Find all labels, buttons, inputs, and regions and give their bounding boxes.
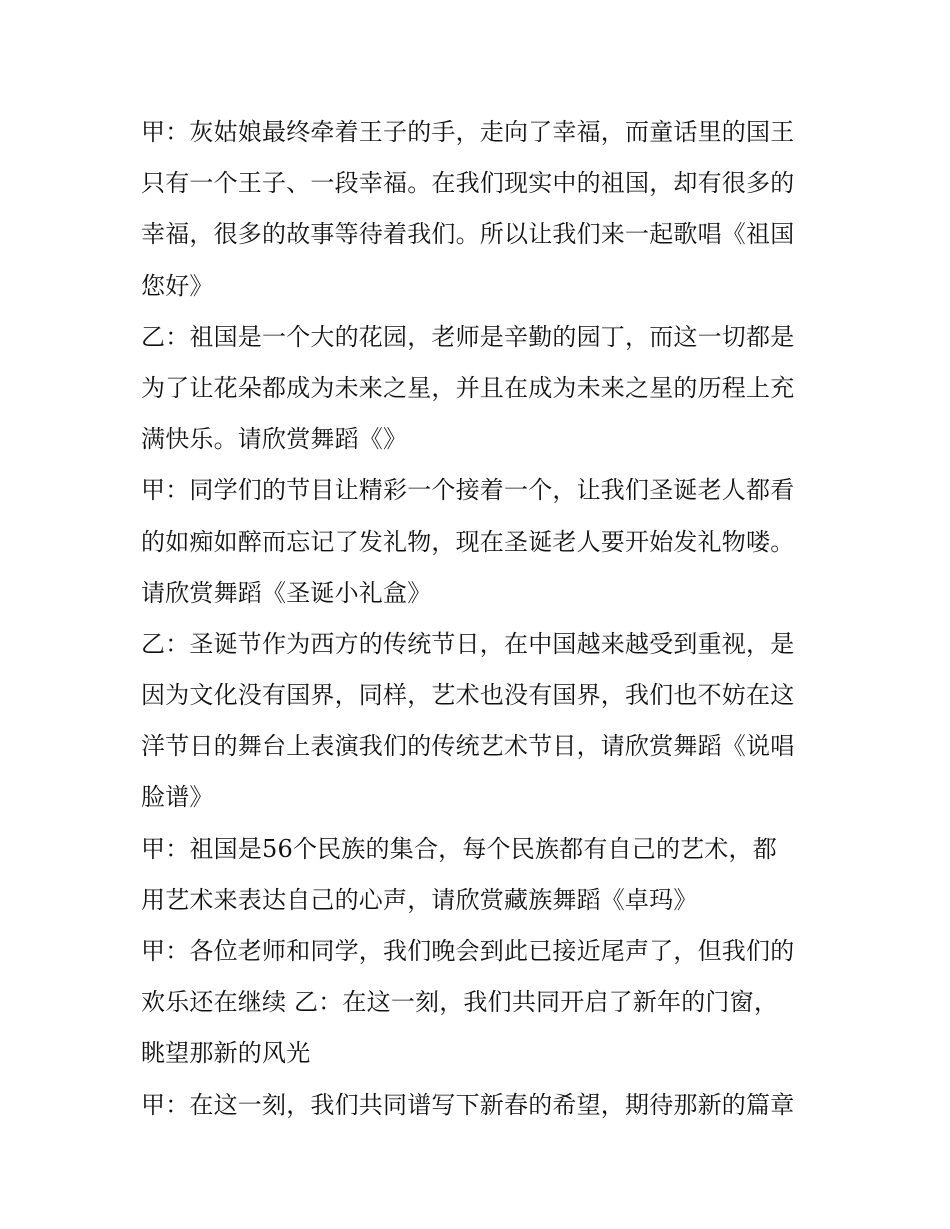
text-line: 您好》 xyxy=(141,271,214,300)
text-line: 欢乐还在继续 乙：在这一刻，我们共同开启了新年的门窗， xyxy=(141,988,779,1017)
text-line: 只有一个王子、一段幸福。在我们现实中的祖国，却有很多的 xyxy=(141,169,795,198)
text-line: 乙：祖国是一个大的花园，老师是辛勤的园丁，而这一切都是 xyxy=(141,322,795,351)
text-line: 甲：同学们的节目让精彩一个接着一个，让我们圣诞老人都看 xyxy=(141,476,795,505)
text-line: 乙：圣诞节作为西方的传统节日，在中国越来越受到重视，是 xyxy=(141,629,795,658)
text-line: 为了让花朵都成为未来之星，并且在成为未来之星的历程上充 xyxy=(141,373,795,402)
text-line: 脸谱》 xyxy=(141,783,214,812)
text-line: 甲：各位老师和同学，我们晚会到此已接近尾声了，但我们的 xyxy=(141,937,795,965)
text-line: 幸福，很多的故事等待着我们。所以让我们来一起歌唱《祖国 xyxy=(141,220,795,249)
text-line: 满快乐。请欣赏舞蹈《》 xyxy=(141,425,408,454)
text-line: 甲：祖国是56个民族的集合，每个民族都有自己的艺术，都 xyxy=(141,834,777,863)
text-line: 的如痴如醉而忘记了发礼物，现在圣诞老人要开始发礼物喽。 xyxy=(141,527,795,556)
text-line: 甲：在这一刻，我们共同谱写下新春的希望，期待那新的篇章 xyxy=(141,1090,795,1119)
text-line: 眺望那新的风光 xyxy=(141,1039,311,1068)
text-line: 用艺术来表达自己的心声，请欣赏藏族舞蹈《卓玛》 xyxy=(141,885,698,914)
document-body xyxy=(141,107,816,1131)
text-line: 洋节日的舞台上表演我们的传统艺术节目，请欣赏舞蹈《说唱 xyxy=(141,732,795,761)
text-line: 甲：灰姑娘最终牵着王子的手，走向了幸福，而童话里的国王 xyxy=(141,118,795,146)
text-line: 因为文化没有国界，同样，艺术也没有国界，我们也不妨在这 xyxy=(141,681,795,710)
text-line: 请欣赏舞蹈《圣诞小礼盒》 xyxy=(141,578,432,607)
